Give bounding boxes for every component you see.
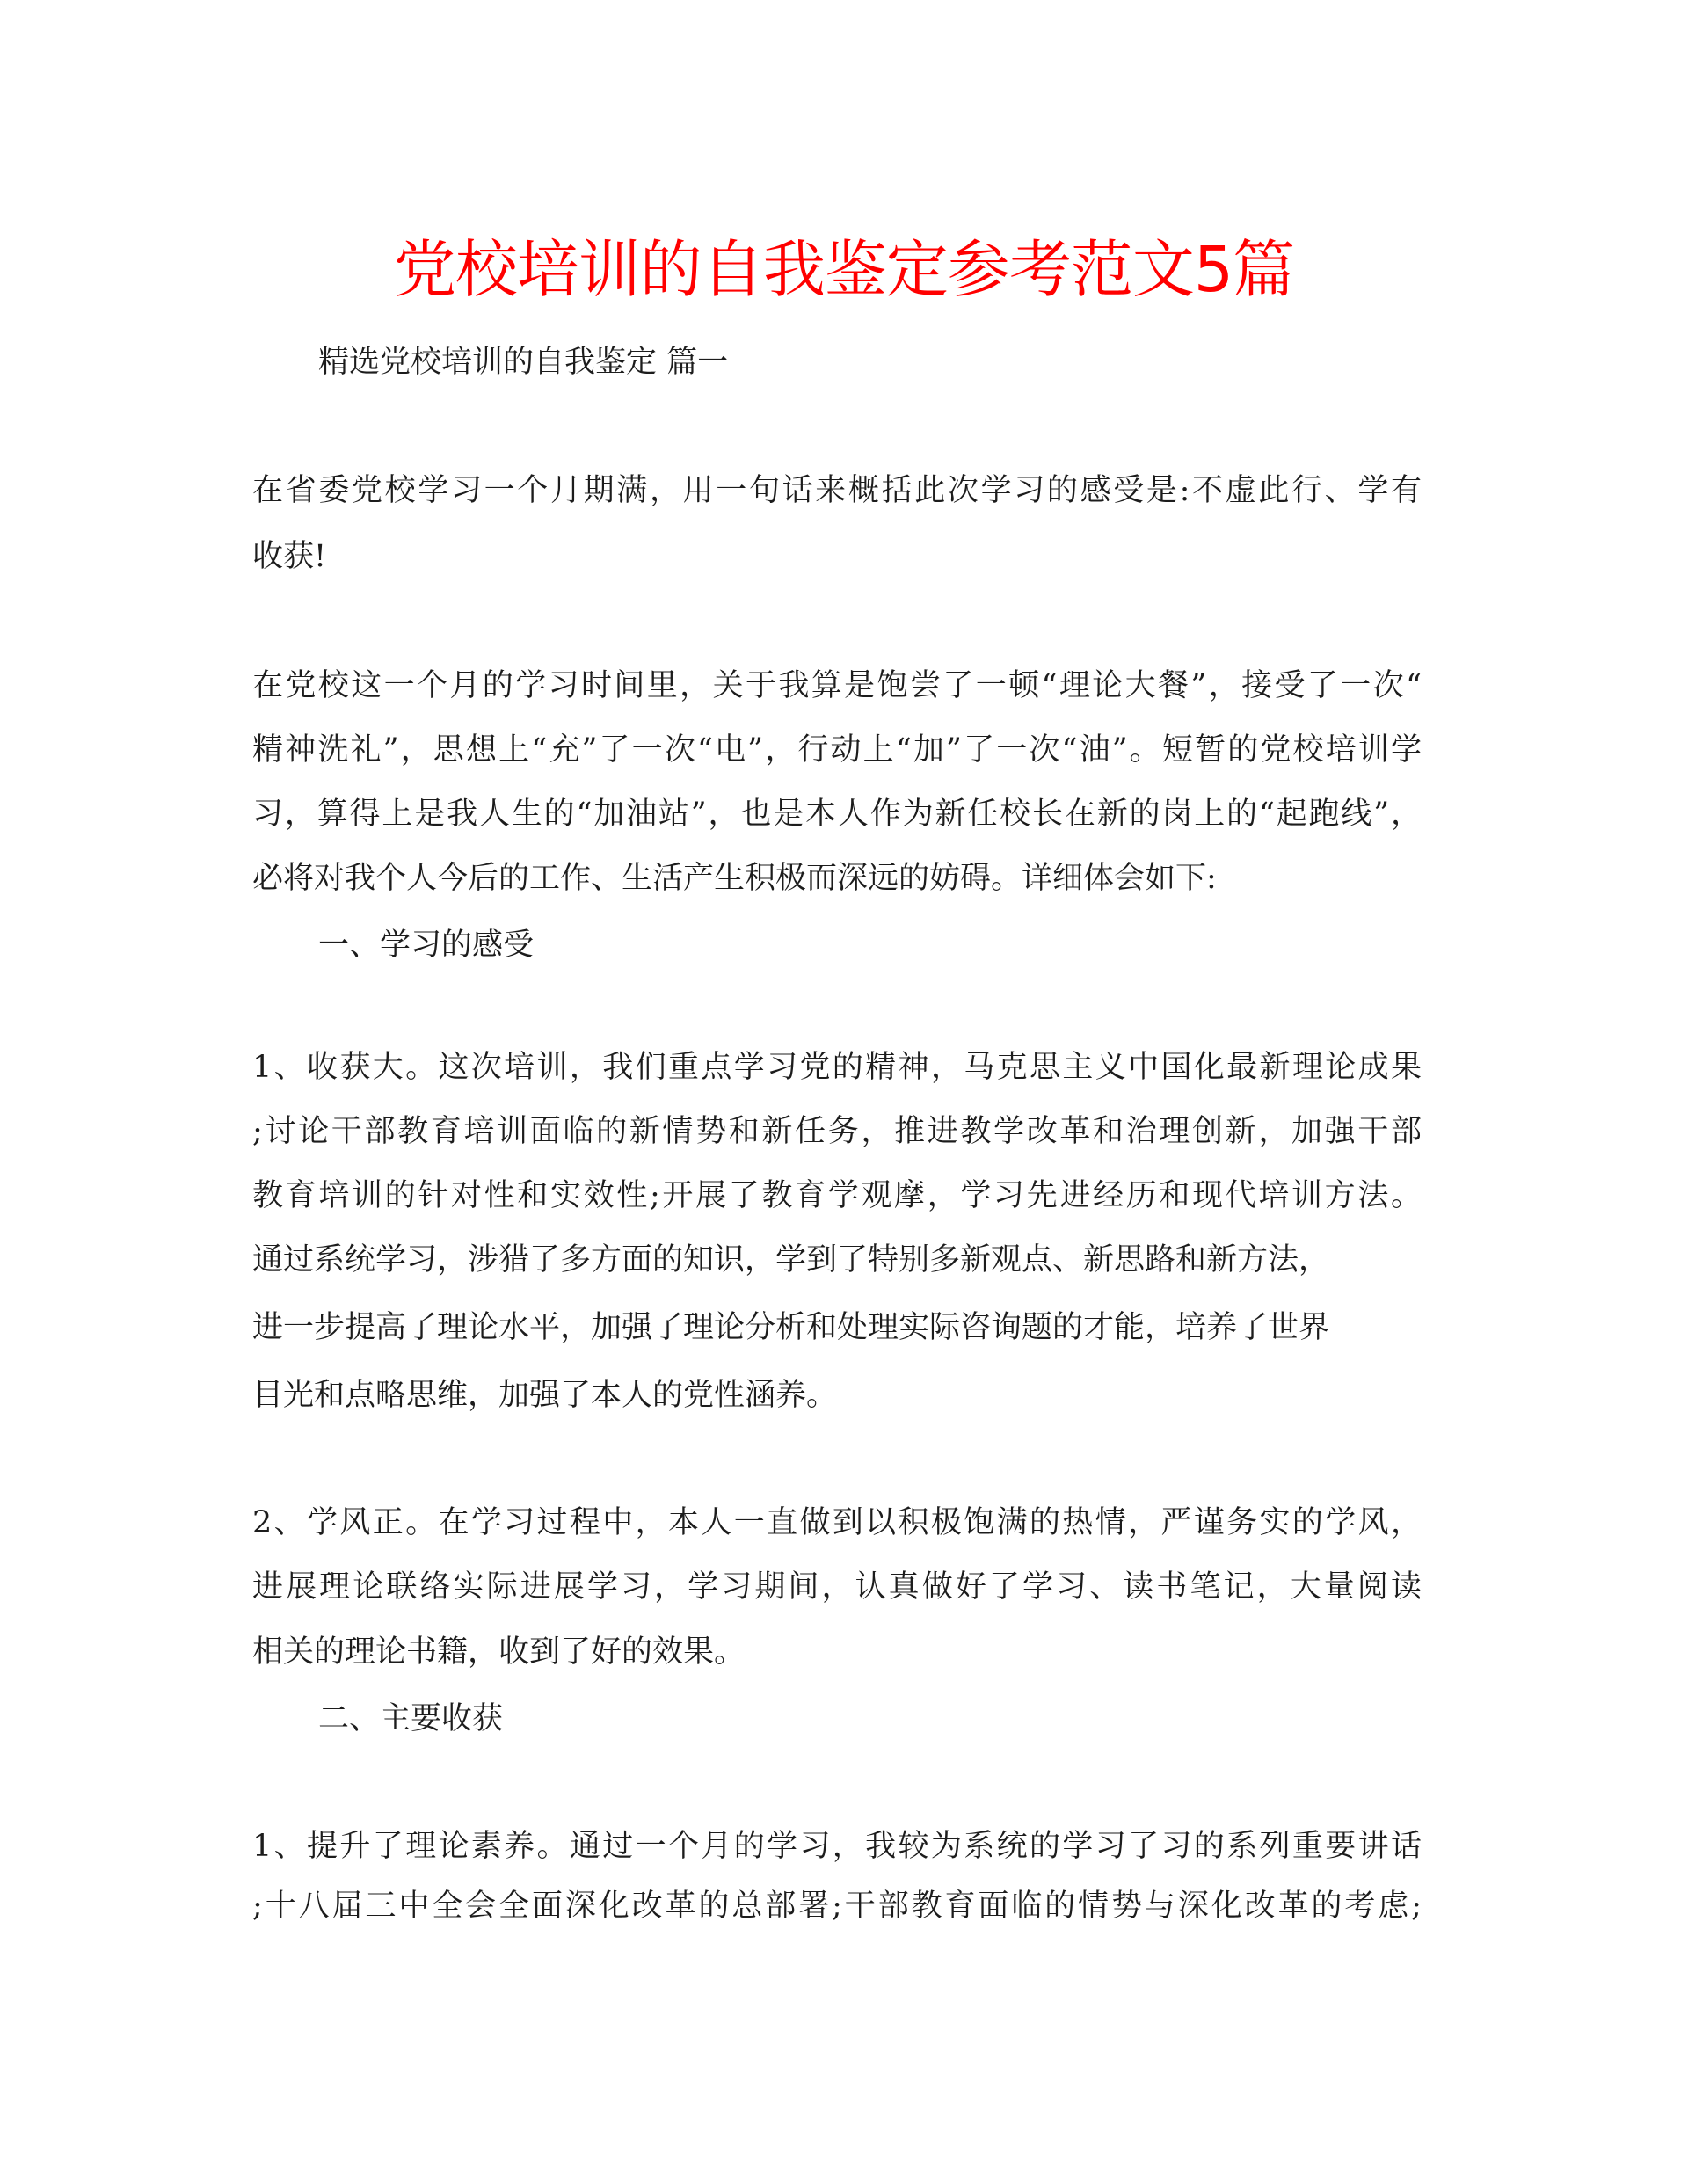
- paragraph-line: 进展理论联络实际进展学习，学习期间，认真做好了学习、读书笔记，大量阅读: [252, 1569, 1422, 1605]
- paragraph-line: 在党校这一个月的学习时间里，关于我算是饱尝了一顿“理论大餐”，接受了一次“: [252, 668, 1422, 703]
- paragraph-line: 教育培训的针对性和实效性;开展了教育学观摩，学习先进经历和现代培训方法。: [252, 1178, 1422, 1213]
- paragraph-line: 收获!: [252, 539, 327, 574]
- paragraph-line: 在省委党校学习一个月期满，用一句话来概括此次学习的感受是:不虚此行、学有: [252, 473, 1422, 508]
- paragraph-line: 目光和点略思维，加强了本人的党性涵养。: [252, 1378, 838, 1413]
- paragraph-line: ;讨论干部教育培训面临的新情势和新任务，推进教学改革和治理创新，加强干部: [252, 1114, 1422, 1149]
- paragraph-line: 相关的理论书籍，收到了好的效果。: [252, 1634, 746, 1670]
- paragraph-line: 通过系统学习，涉猎了多方面的知识，学到了特别多新观点、新思路和新方法，: [252, 1242, 1330, 1278]
- paragraph-line: 习，算得上是我人生的“加油站”，也是本人作为新任校长在新的岗上的“起跑线”，: [252, 797, 1422, 832]
- paragraph-line: ;十八届三中全会全面深化改革的总部署;干部教育面临的情势与深化改革的考虑;: [252, 1889, 1422, 1924]
- paragraph-line: 2、学风正。在学习过程中，本人一直做到以积极饱满的热情，严谨务实的学风，: [252, 1505, 1422, 1540]
- paragraph-line: 必将对我个人今后的工作、生活产生积极而深远的妨碍。详细体会如下:: [252, 861, 1217, 896]
- document-title: 党校培训的自我鉴定参考范文5篇: [393, 233, 1295, 306]
- paragraph-line: 1、收获大。这次培训，我们重点学习党的精神，马克思主义中国化最新理论成果: [252, 1050, 1422, 1085]
- section-heading-1: 一、学习的感受: [318, 928, 535, 963]
- paragraph-line: 进一步提高了理论水平，加强了理论分析和处理实际咨询题的才能，培养了世界: [252, 1310, 1330, 1345]
- paragraph-line: 精神洗礼”，思想上“充”了一次“电”，行动上“加”了一次“油”。短暂的党校培训学: [252, 732, 1422, 768]
- paragraph-line: 1、提升了理论素养。通过一个月的学习，我较为系统的学习了习的系列重要讲话: [252, 1829, 1422, 1864]
- section-heading-2: 二、主要收获: [318, 1701, 504, 1736]
- subtitle: 精选党校培训的自我鉴定 篇一: [318, 345, 729, 380]
